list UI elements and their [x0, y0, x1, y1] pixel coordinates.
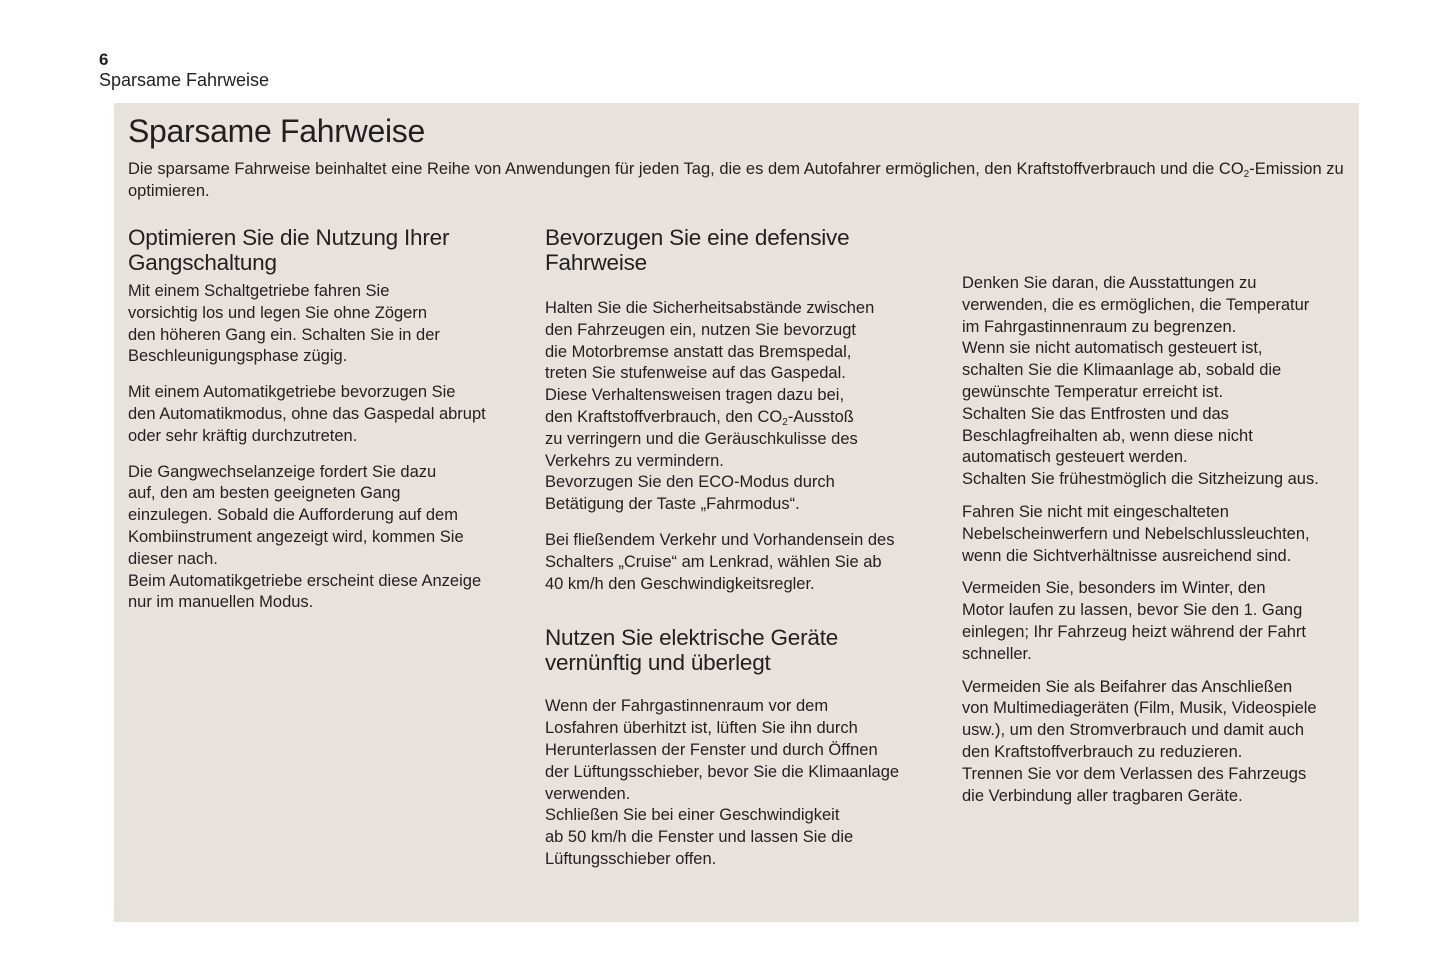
paragraph-automatic-gearbox: Mit einem Automatikgetriebe bevorzugen Sie den Automatikmodus, ohne das Gaspedal abrupt oder sehr kräftig durchzutreten.	[128, 383, 486, 445]
paragraph-safety-distance	[545, 298, 940, 516]
page-title: Sparsame Fahrweise	[128, 113, 425, 149]
intro-subscript: 2	[1243, 169, 1250, 180]
column-gear-usage	[128, 223, 523, 614]
paragraph-multimedia: Vermeiden Sie als Beifahrer das Anschließen von Multimediageräten (Film, Musik, Videospiele usw.), um den Stromverbrauch und damit auch den Kraftstoffverbrauch zu reduzieren. Trennen Sie vor dem Verlassen des Fahrzeugs die Verbindung aller tragbaren Geräte.	[962, 677, 1317, 805]
paragraph-temperature-equipment: Denken Sie daran, die Ausstattungen zu verwenden, die es ermöglichen, die Temperatur im Fahrgastinnenraum zu begrenzen. Wenn sie nicht automatisch gesteuert ist, schalten Sie die Klimaanlage ab, sobald die gewünschte Temperatur erreicht ist. Schalten Sie das Entfrosten und das Beschlagfreihalten ab, wenn diese nicht automatisch gesteuert werden. Schalten Sie frühestmöglich die Sitzheizung aus.	[962, 274, 1319, 489]
paragraph-gear-indicator: Die Gangwechselanzeige fordert Sie dazu auf, den am besten geeigneten Gang einzulegen. Sobald die Aufforderung auf dem Kombiinstrument angezeigt wird, kommen Sie dieser nach. Beim Automatikgetriebe erscheint diese Anzeige nur im manuellen Modus.	[128, 462, 482, 612]
column-defensive-driving	[545, 223, 940, 871]
heading-electrical-devices: Nutzen Sie elektrische Geräte vernünftig und überlegt	[545, 625, 839, 676]
heading-defensive-driving: Bevorzugen Sie eine defensive Fahrweise	[545, 225, 850, 275]
paragraph-manual-gearbox: Mit einem Schaltgetriebe fahren Sie vorsichtig los und legen Sie ohne Zögern den höheren Gang ein. Schalten Sie in der Beschleunigungsphase zügig.	[128, 282, 440, 366]
paragraph-fog-lights: Fahren Sie nicht mit eingeschalteten Nebelscheinwerfern und Nebelschlussleuchten, wenn die Sichtverhältnisse ausreichend sind.	[962, 502, 1310, 565]
paragraph-winter-idling: Vermeiden Sie, besonders im Winter, den Motor laufen zu lassen, bevor Sie den 1. Gang einlegen; Ihr Fahrzeug heizt während der Fahrt schneller.	[962, 579, 1306, 663]
page-number: 6	[99, 50, 109, 69]
content-panel	[114, 103, 1359, 922]
column-equipment-tips	[962, 223, 1357, 807]
running-header: Sparsame Fahrweise	[99, 70, 270, 90]
safety-text-part2: -Ausstoß zu verringern und die Geräuschkulisse des Verkehrs zu vermindern. Bevorzugen Sie den ECO-Modus durch Betätigung der Taste „Fahrmodus“.	[545, 407, 858, 514]
intro-text-part1: Die sparsame Fahrweise beinhaltet eine Reihe von Anwendungen für jeden Tag, die es dem Autofahrer ermöglichen, den Kraftstoffverbrauch und die CO	[128, 160, 1244, 178]
safety-text-part1: Halten Sie die Sicherheitsabstände zwischen den Fahrzeugen ein, nutzen Sie bevorzugt die Motorbremse anstatt das Bremspedal, treten Sie stufenweise auf das Gaspedal. Diese Verhaltensweisen tragen dazu bei, den Kraftstoffverbrauch, den CO	[545, 299, 875, 426]
heading-gear-usage: Optimieren Sie die Nutzung Ihrer Gangschaltung	[128, 225, 450, 275]
intro-paragraph	[128, 158, 1348, 202]
intro-text-part2: -Emission zu optimieren.	[128, 160, 1344, 200]
safety-subscript: 2	[782, 416, 788, 428]
paragraph-cruise-control: Bei fließendem Verkehr und Vorhandensein des Schalters „Cruise“ am Lenkrad, wählen Sie ab 40 km/h den Geschwindigkeitsregler.	[545, 530, 895, 593]
paragraph-ventilation: Wenn der Fahrgastinnenraum vor dem Losfahren überhitzt ist, lüften Sie ihn durch Herunterlassen der Fenster und durch Öffnen der Lüftungsschieber, bevor Sie die Klimaanlage verwenden. Schließen Sie bei einer Geschwindigkeit ab 50 km/h die Fenster und lassen Sie die Lüftungsschieber offen.	[545, 697, 900, 868]
